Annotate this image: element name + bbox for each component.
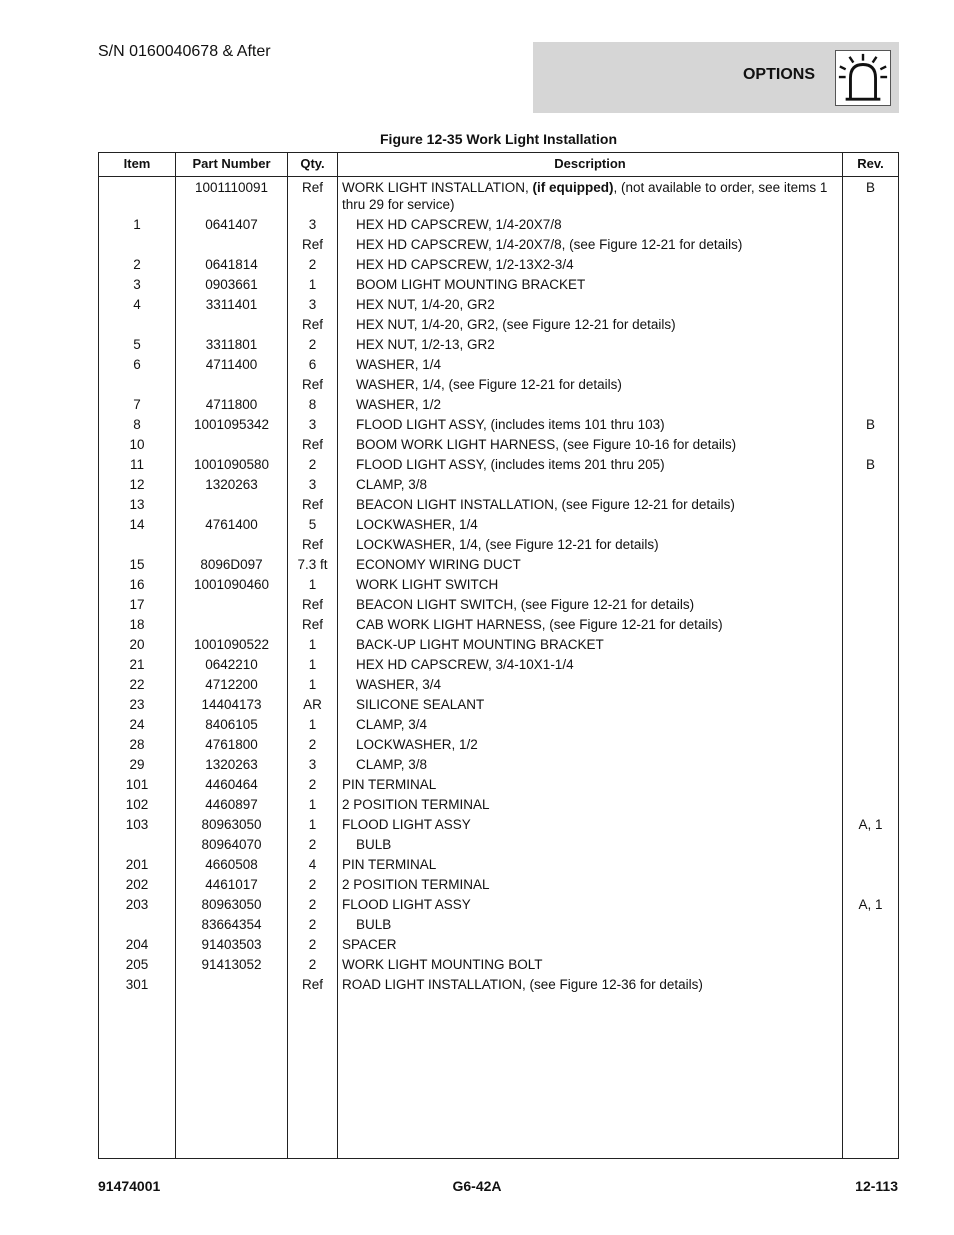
parts-table [98,152,899,1159]
item-number: 6 [133,357,141,372]
quantity: 5 [308,517,317,532]
part-number: 4711800 [205,397,258,412]
part-number: 1001090460 [193,577,270,592]
description: HEX HD CAPSCREW, 3/4-10X1-1/4 [356,657,574,672]
description: HEX HD CAPSCREW, 1/4-20X7/8 [356,217,562,232]
part-number: 0642210 [205,657,258,672]
description: HEX NUT, 1/4-20, GR2, (see Figure 12-21 for details) [356,317,676,332]
description: 2 POSITION TERMINAL [342,877,490,892]
table-row [99,834,898,854]
quantity: 8 [308,397,317,412]
item-number: 20 [129,637,145,652]
part-number: 1320263 [205,477,258,492]
description: FLOOD LIGHT ASSY, (includes items 101 thru 103) [356,417,665,432]
table-row [99,794,898,814]
part-number: 83664354 [201,917,262,932]
header-part-number: Part Number [192,156,271,171]
part-number: 8406105 [205,717,258,732]
description: FLOOD LIGHT ASSY [342,897,471,912]
item-number: 301 [125,977,149,992]
item-number: 15 [129,557,145,572]
table-row [99,534,898,554]
description: BOOM LIGHT MOUNTING BRACKET [356,277,586,292]
item-number: 103 [125,817,149,832]
description: ROAD LIGHT INSTALLATION, (see Figure 12-36 for details) [342,977,703,992]
quantity: 1 [308,637,317,652]
table-row [99,394,898,414]
quantity: 2 [308,957,317,972]
quantity: Ref [301,377,323,392]
part-number: 1001095342 [193,417,270,432]
quantity: 2 [308,897,317,912]
table-body [99,177,898,994]
item-number: 4 [133,297,141,312]
description: WORK LIGHT MOUNTING BOLT [342,957,543,972]
table-row [99,214,898,234]
item-number: 205 [125,957,149,972]
quantity: 2 [308,337,317,352]
table-row [99,334,898,354]
table-row [99,274,898,294]
item-number: 204 [125,937,149,952]
header-item: Item [123,156,151,171]
description: CLAMP, 3/8 [356,477,428,492]
description: BEACON LIGHT SWITCH, (see Figure 12-21 for details) [356,597,695,612]
table-row [99,874,898,894]
table-row [99,234,898,254]
part-number: 0641814 [205,257,258,272]
table-row [99,954,898,974]
quantity: 1 [308,817,317,832]
description: BACK-UP LIGHT MOUNTING BRACKET [356,637,604,652]
item-number: 23 [129,697,145,712]
description: CLAMP, 3/4 [356,717,428,732]
part-number: 1001090522 [193,637,270,652]
table-row [99,934,898,954]
revision: B [865,180,875,195]
figure-title: Figure 12-35 Work Light Installation [380,131,617,147]
table-row [99,854,898,874]
description: CAB WORK LIGHT HARNESS, (see Figure 12-21 for details) [356,617,723,632]
part-number: 8096D097 [200,557,263,572]
table-row [99,454,898,474]
description: CLAMP, 3/8 [356,757,428,772]
item-number: 29 [129,757,145,772]
part-number: 3311401 [205,297,258,312]
description: HEX NUT, 1/4-20, GR2 [356,297,495,312]
item-number: 21 [129,657,145,672]
quantity: 2 [308,257,317,272]
description: 2 POSITION TERMINAL [342,797,490,812]
table-row [99,774,898,794]
description: LOCKWASHER, 1/2 [356,737,478,752]
table-row [99,294,898,314]
quantity: 2 [308,457,317,472]
part-number: 1001090580 [193,457,270,472]
description-text: , (not available to order, see items 1 thru 29 for service) [342,180,828,212]
description: FLOOD LIGHT ASSY, (includes items 201 thru 205) [356,457,665,472]
quantity: 6 [308,357,317,372]
table-row [99,554,898,574]
table-row [99,594,898,614]
item-number: 22 [129,677,145,692]
table-row [99,734,898,754]
item-number: 3 [133,277,141,292]
table-row [99,494,898,514]
quantity: 2 [308,877,317,892]
part-number: 80963050 [201,897,262,912]
description: LOCKWASHER, 1/4 [356,517,478,532]
table-row [99,674,898,694]
part-number: 4461017 [205,877,258,892]
item-number: 201 [125,857,149,872]
footer-page-number: 12-113 [855,1178,898,1194]
description: BULB [356,917,392,932]
part-number: 1320263 [205,757,258,772]
table-row [99,177,898,214]
description: FLOOD LIGHT ASSY [342,817,471,832]
section-title: OPTIONS [742,66,815,83]
revision: A, 1 [858,897,883,912]
part-number: 4761400 [205,517,258,532]
quantity: 2 [308,917,317,932]
quantity: 1 [308,577,317,592]
part-number: 4460464 [205,777,258,792]
quantity: Ref [301,317,323,332]
header-rev: Rev. [857,156,884,171]
part-number: 1001110091 [194,180,269,195]
quantity: 1 [308,717,317,732]
part-number: 91413052 [201,957,262,972]
quantity: 2 [308,937,317,952]
quantity: 2 [308,837,317,852]
quantity: Ref [301,537,323,552]
revision: B [865,417,875,432]
quantity: 1 [308,657,317,672]
table-row [99,614,898,634]
table-row [99,434,898,454]
description: WORK LIGHT SWITCH [356,577,499,592]
part-number: 4460897 [205,797,258,812]
quantity: 2 [308,777,317,792]
description [342,179,835,213]
description-emphasis: (if equipped) [532,180,614,195]
item-number: 101 [125,777,149,792]
table-row [99,714,898,734]
item-number: 10 [129,437,145,452]
description: PIN TERMINAL [342,857,437,872]
item-number: 28 [129,737,145,752]
description: WASHER, 1/4 [356,357,442,372]
item-number: 12 [129,477,145,492]
part-number: 4761800 [205,737,258,752]
quantity: Ref [301,497,323,512]
quantity: Ref [301,977,323,992]
beacon-light-icon [835,50,891,106]
description-text: WORK LIGHT INSTALLATION, [342,180,533,195]
description: WASHER, 1/2 [356,397,442,412]
quantity: 7.3 ft [297,557,328,572]
quantity: 3 [308,757,317,772]
quantity: Ref [301,237,323,252]
description: HEX HD CAPSCREW, 1/2-13X2-3/4 [356,257,574,272]
revision: A, 1 [858,817,883,832]
part-number: 0903661 [205,277,258,292]
item-number: 24 [129,717,145,732]
table-row [99,374,898,394]
item-number: 5 [133,337,141,352]
item-number: 202 [125,877,149,892]
item-number: 8 [133,417,141,432]
quantity: 3 [308,417,317,432]
quantity: AR [303,697,322,712]
quantity: Ref [301,180,323,195]
table-row [99,474,898,494]
footer-manual-number: 91474001 [98,1178,161,1194]
table-row [99,654,898,674]
revision: B [865,457,875,472]
table-row [99,914,898,934]
description: BOOM WORK LIGHT HARNESS, (see Figure 10-16 for details) [356,437,737,452]
part-number: 80963050 [201,817,262,832]
quantity: 3 [308,477,317,492]
description: PIN TERMINAL [342,777,437,792]
quantity: Ref [301,617,323,632]
part-number: 4660508 [205,857,258,872]
quantity: 2 [308,737,317,752]
part-number: 3311801 [205,337,258,352]
description: LOCKWASHER, 1/4, (see Figure 12-21 for details) [356,537,659,552]
description: SPACER [342,937,397,952]
header-qty: Qty. [300,156,325,171]
description: ECONOMY WIRING DUCT [356,557,521,572]
description: BULB [356,837,392,852]
item-number: 17 [129,597,145,612]
part-number: 4711400 [205,357,258,372]
quantity: 1 [308,797,317,812]
item-number: 16 [129,577,145,592]
quantity: 3 [308,297,317,312]
table-row [99,974,898,994]
item-number: 14 [129,517,145,532]
item-number: 1 [133,217,141,232]
table-row [99,754,898,774]
item-number: 13 [129,497,145,512]
item-number: 203 [125,897,149,912]
item-number: 11 [129,457,144,472]
part-number: 80964070 [201,837,262,852]
description: BEACON LIGHT INSTALLATION, (see Figure 12-21 for details) [356,497,735,512]
item-number: 18 [129,617,145,632]
table-row [99,894,898,914]
table-row [99,574,898,594]
footer-model: G6-42A [452,1178,502,1194]
item-number: 102 [125,797,149,812]
table-row [99,634,898,654]
quantity: Ref [301,437,323,452]
table-row [99,514,898,534]
part-number: 0641407 [205,217,258,232]
table-row [99,354,898,374]
item-number: 2 [133,257,141,272]
quantity: Ref [301,597,323,612]
description: HEX NUT, 1/2-13, GR2 [356,337,495,352]
part-number: 91403503 [201,937,262,952]
table-row [99,414,898,434]
table-row [99,814,898,834]
quantity: 3 [308,217,317,232]
description: SILICONE SEALANT [356,697,485,712]
item-number: 7 [133,397,141,412]
description: WASHER, 1/4, (see Figure 12-21 for details) [356,377,622,392]
section-tab [533,42,899,113]
quantity: 4 [308,857,317,872]
header-description: Description [554,156,626,171]
table-row [99,694,898,714]
part-number: 4712200 [205,677,258,692]
description: WASHER, 3/4 [356,677,442,692]
part-number: 14404173 [201,697,262,712]
table-row [99,254,898,274]
quantity: 1 [308,277,317,292]
quantity: 1 [308,677,317,692]
serial-number: S/N 0160040678 & After [98,43,271,60]
description: HEX HD CAPSCREW, 1/4-20X7/8, (see Figure 12-21 for details) [356,237,743,252]
table-row [99,314,898,334]
